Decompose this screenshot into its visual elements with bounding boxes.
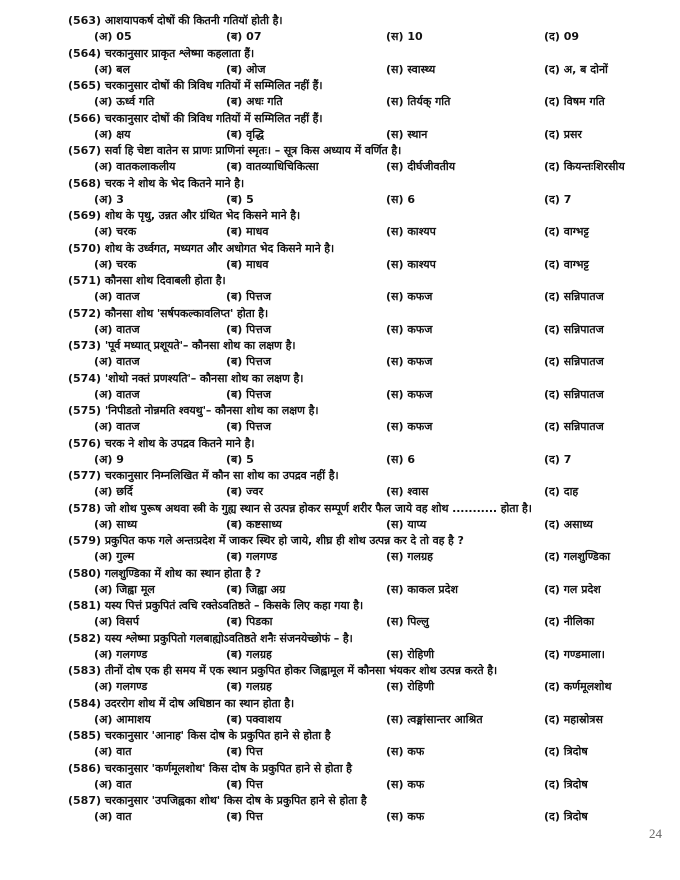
question-item <box>68 566 668 599</box>
options-row <box>68 257 668 273</box>
option-3: (स) कफज <box>386 355 433 368</box>
option-1: (अ) वातज <box>94 322 140 336</box>
option-3: (स) कफ <box>386 810 425 823</box>
question-line <box>68 338 668 354</box>
question-number: (573) <box>68 339 102 352</box>
option-3: (स) रोहिणी <box>386 680 435 693</box>
option-4: (द) त्रिदोष <box>544 777 588 791</box>
question-number: (578) <box>68 501 102 515</box>
option-4: (द) सन्निपातज <box>544 355 604 368</box>
option-2: (ब) जिह्वा अग्र <box>226 582 286 596</box>
options-row <box>68 647 668 663</box>
option-4: (द) कियन्तःशिरसीय <box>544 160 625 173</box>
question-text: 'शोथो नक्तं प्रणश्यति'– कौनसा शोथ का लक्षण है। <box>104 371 304 385</box>
question-text: चरकानुसार 'कर्णमूलशोथ' किस दोष के प्रकुपित हाने से होता है <box>104 761 352 775</box>
question-line <box>68 13 668 29</box>
option-3: (स) काकल प्रदेश <box>386 582 458 596</box>
option-2: (ब) 07 <box>226 30 262 43</box>
option-1: (अ) वातज <box>94 290 140 303</box>
question-item <box>68 468 668 501</box>
options-row <box>68 192 668 208</box>
question-item <box>68 78 668 111</box>
option-1: (अ) 05 <box>94 30 132 43</box>
option-1: (अ) वातज <box>94 387 140 401</box>
question-text: चरकानुसार 'उपजिह्वका शोथ' किस दोष के प्रकुपित हाने से होता है <box>104 794 367 807</box>
question-number: (574) <box>68 371 102 385</box>
question-line <box>68 143 668 159</box>
option-1: (अ) वातकलाकलीय <box>94 160 176 173</box>
question-item <box>68 46 668 79</box>
option-1: (अ) वातज <box>94 420 140 433</box>
option-1: (अ) 3 <box>94 192 124 206</box>
option-1: (अ) गलगण्ड <box>94 680 148 693</box>
options-row <box>68 809 668 825</box>
option-3: (स) 6 <box>386 192 415 206</box>
question-line <box>68 78 668 94</box>
question-number: (568) <box>68 176 102 190</box>
option-2: (ब) पक्वाशय <box>226 712 282 726</box>
question-item <box>68 403 668 436</box>
option-2: (ब) पित्त <box>226 745 263 758</box>
option-1: (अ) चरक <box>94 257 137 271</box>
question-number: (581) <box>68 599 102 612</box>
question-item <box>68 306 668 339</box>
option-4: (द) सन्निपातज <box>544 322 604 336</box>
question-item <box>68 761 668 794</box>
option-3: (स) 10 <box>386 30 423 43</box>
option-3: (स) कफ <box>386 777 425 791</box>
options-row <box>68 614 668 630</box>
question-line <box>68 468 668 484</box>
option-1: (अ) 9 <box>94 452 124 466</box>
option-1: (अ) वात <box>94 745 132 758</box>
option-2: (ब) 5 <box>226 192 254 206</box>
options-row <box>68 549 668 565</box>
option-4: (द) त्रिदोष <box>544 810 588 823</box>
option-2: (ब) गलगण्ड <box>226 550 278 563</box>
option-4: (द) अ, ब दोनों <box>544 62 608 76</box>
question-number: (565) <box>68 79 102 92</box>
question-line <box>68 631 668 647</box>
question-text: 'निपीडतो नोन्नमति श्वयथु'– कौनसा शोथ का लक्षण है। <box>104 404 319 417</box>
option-1: (अ) वात <box>94 810 132 823</box>
option-3: (स) श्वास <box>386 485 429 498</box>
option-3: (स) कफ <box>386 745 425 758</box>
question-item <box>68 143 668 176</box>
option-4: (द) 7 <box>544 452 572 466</box>
question-line <box>68 663 668 679</box>
question-item <box>68 631 668 664</box>
question-line <box>68 208 668 224</box>
option-2: (ब) गलग्रह <box>226 647 272 661</box>
question-line <box>68 46 668 62</box>
option-3: (स) काश्यप <box>386 257 436 271</box>
option-1: (अ) चरक <box>94 225 137 238</box>
option-1: (अ) आमाशय <box>94 712 151 726</box>
question-item <box>68 533 668 566</box>
options-row <box>68 744 668 760</box>
option-3: (स) कफज <box>386 290 433 303</box>
options-row <box>68 777 668 793</box>
question-line <box>68 696 668 712</box>
option-3: (स) 6 <box>386 452 415 466</box>
question-number: (571) <box>68 274 102 287</box>
question-text: कौनसा शोथ दिवाबली होता है। <box>104 274 226 287</box>
question-number: (580) <box>68 566 102 580</box>
question-text: यस्य श्लेष्मा प्रकुपितो गलबाह्योऽवतिष्ठते शनैः संजनयेच्छोफं – है। <box>104 631 353 645</box>
option-4: (द) गल प्रदेश <box>544 582 601 596</box>
option-2: (ब) पित्तज <box>226 290 272 303</box>
question-line <box>68 761 668 777</box>
option-4: (द) गण्डमाला। <box>544 647 605 661</box>
question-number: (563) <box>68 14 102 27</box>
question-line <box>68 566 668 582</box>
option-2: (ब) अधः गति <box>226 95 283 108</box>
question-item <box>68 13 668 46</box>
question-number: (569) <box>68 209 102 222</box>
option-1: (अ) विसर्प <box>94 615 139 628</box>
options-row <box>68 419 668 435</box>
question-text: उदररोग शोथ में दोष अधिष्ठान का स्थान होता है। <box>104 696 295 710</box>
question-item <box>68 338 668 371</box>
option-4: (द) नीलिका <box>544 615 595 628</box>
option-1: (अ) गलगण्ड <box>94 647 148 661</box>
options-row <box>68 224 668 240</box>
question-item <box>68 728 668 761</box>
question-text: चरकानुसार दोषों की त्रिविध गतियों में सम्मिलित नहीं हैं। <box>104 111 323 125</box>
question-line <box>68 306 668 322</box>
option-1: (अ) साध्य <box>94 517 138 531</box>
question-line <box>68 371 668 387</box>
question-text: प्रकुपित कफ गले अन्तःप्रदेश में जाकर स्थिर हो जाये, शीघ्र ही शोथ उत्पन्न कर दे तो वह है ? <box>104 534 464 547</box>
question-line <box>68 501 668 517</box>
question-item <box>68 663 668 696</box>
question-text: चरकानुसार दोषों की त्रिविध गतियों में सम्मिलित नहीं हैं। <box>104 79 323 92</box>
option-1: (अ) जिह्वा मूल <box>94 582 155 596</box>
option-3: (स) कफज <box>386 322 433 336</box>
question-line <box>68 598 668 614</box>
option-4: (द) सन्निपातज <box>544 290 604 303</box>
question-item <box>68 111 668 144</box>
question-number: (582) <box>68 631 102 645</box>
option-2: (ब) वृद्धि <box>226 127 264 141</box>
option-2: (ब) ओज <box>226 62 266 76</box>
question-list <box>68 13 668 826</box>
option-1: (अ) गुल्म <box>94 550 135 563</box>
option-4: (द) दाह <box>544 485 579 498</box>
question-number: (577) <box>68 469 102 482</box>
option-3: (स) त्वङ्मांसान्तर आश्रित <box>386 712 483 726</box>
option-3: (स) रोहिणी <box>386 647 435 661</box>
option-3: (स) स्वास्थ्य <box>386 62 436 76</box>
question-line <box>68 176 668 192</box>
option-4: (द) 09 <box>544 30 580 43</box>
question-item <box>68 208 668 241</box>
option-4: (द) वाग्भट्ट <box>544 225 589 238</box>
options-row <box>68 517 668 533</box>
options-row <box>68 452 668 468</box>
question-number: (579) <box>68 534 102 547</box>
question-line <box>68 533 668 549</box>
option-2: (ब) पित्तज <box>226 322 272 336</box>
page-number: 24 <box>649 826 662 841</box>
question-number: (587) <box>68 794 102 807</box>
option-2: (ब) पित्तज <box>226 387 272 401</box>
option-3: (स) गलग्रह <box>386 550 434 563</box>
option-4: (द) प्रसर <box>544 127 582 141</box>
option-1: (अ) छर्दि <box>94 485 133 498</box>
question-text: जो शोथ पुरूष अथवा स्त्री के गुह्य स्थान से उत्पन्न होकर सम्पूर्ण शरीर फैल जाये वह शोथ ........... होता है। <box>104 501 532 515</box>
question-text: यस्य पित्तं प्रकुपितं त्वचि रक्तेऽवतिष्ठते – किसके लिए कहा गया है। <box>104 599 364 612</box>
option-1: (अ) वातज <box>94 355 140 368</box>
question-number: (566) <box>68 111 102 125</box>
option-4: (द) महास्रोत्रस <box>544 712 603 726</box>
option-2: (ब) पिडका <box>226 615 273 628</box>
question-number: (576) <box>68 436 102 450</box>
question-text: चरक ने शोथ के भेद कितने माने है। <box>104 176 245 190</box>
option-2: (ब) पित्त <box>226 810 263 823</box>
option-2: (ब) ज्वर <box>226 485 264 498</box>
question-item <box>68 598 668 631</box>
option-1: (अ) वात <box>94 777 132 791</box>
question-number: (585) <box>68 729 102 742</box>
question-text: कौनसा शोथ 'सर्षपकल्कावलिप्त' होता है। <box>104 306 269 320</box>
question-item <box>68 176 668 209</box>
question-item <box>68 436 668 469</box>
option-4: (द) असाध्य <box>544 517 593 531</box>
question-line <box>68 403 668 419</box>
question-text: शोथ के उर्ध्वगत, मध्यगत और अधोगत भेद किसने माने है। <box>104 241 335 255</box>
option-2: (ब) 5 <box>226 452 254 466</box>
question-line <box>68 793 668 809</box>
options-row <box>68 159 668 175</box>
options-row <box>68 29 668 45</box>
options-row <box>68 582 668 598</box>
options-row <box>68 484 668 500</box>
option-2: (ब) पित्त <box>226 777 263 791</box>
option-4: (द) गलशुण्डिका <box>544 550 611 563</box>
options-row <box>68 94 668 110</box>
option-1: (अ) ऊर्ध्व गति <box>94 95 155 108</box>
question-number: (572) <box>68 306 102 320</box>
option-4: (द) सन्निपातज <box>544 387 604 401</box>
option-2: (ब) कष्टसाध्य <box>226 517 282 531</box>
options-row <box>68 322 668 338</box>
question-text: तीनों दोष एक ही समय में एक स्थान प्रकुपित होकर जिह्वामूल में कौनसा भंयकर शोथ उत्पन्न करते है। <box>104 664 498 677</box>
question-number: (564) <box>68 46 102 60</box>
option-3: (स) कफज <box>386 387 433 401</box>
question-line <box>68 436 668 452</box>
question-number: (584) <box>68 696 102 710</box>
question-text: आशयापकर्ष दोषों की कितनी गतियॉ होती है। <box>104 14 283 27</box>
question-text: चरकानुसार प्राकृत श्लेष्मा कहलाता हैं। <box>104 46 255 60</box>
question-item <box>68 371 668 404</box>
question-text: चरक ने शोथ के उपद्रव कितने माने है। <box>104 436 255 450</box>
option-3: (स) पिल्लु <box>386 615 429 628</box>
option-1: (अ) क्षय <box>94 127 131 141</box>
option-4: (द) विषम गति <box>544 95 605 108</box>
option-2: (ब) माधव <box>226 257 269 271</box>
question-text: गलशुण्डिका में शोथ का स्थान होता है ? <box>104 566 262 580</box>
option-4: (द) वाग्भट्ट <box>544 257 589 271</box>
options-row <box>68 354 668 370</box>
option-4: (द) सन्निपातज <box>544 420 604 433</box>
question-text: सर्वा हि चेष्टा वातेन स प्राणः प्राणिनां स्मृतः। – सूत्र किस अध्याय में वर्णित है। <box>104 144 402 157</box>
option-3: (स) स्थान <box>386 127 428 141</box>
question-text: 'पूर्व मध्यात् प्रशूयते'– कौनसा शोथ का लक्षण है। <box>104 339 296 352</box>
question-text: शोथ के पृथु, उन्नत और ग्रंथित भेद किसने माने है। <box>104 209 301 222</box>
question-item <box>68 696 668 729</box>
options-row <box>68 289 668 305</box>
question-number: (567) <box>68 144 102 157</box>
option-3: (स) तिर्यक् गति <box>386 95 451 108</box>
option-4: (द) 7 <box>544 192 572 206</box>
options-row <box>68 62 668 78</box>
option-2: (ब) पित्तज <box>226 355 272 368</box>
question-line <box>68 273 668 289</box>
option-3: (स) याप्य <box>386 517 427 531</box>
option-2: (ब) माधव <box>226 225 269 238</box>
option-2: (ब) गलग्रह <box>226 680 272 693</box>
option-1: (अ) बल <box>94 62 131 76</box>
question-text: चरकानुसार 'आनाह' किस दोष के प्रकुपित हाने से होता है <box>104 729 331 742</box>
option-3: (स) दीर्घजीवतीय <box>386 160 456 173</box>
question-number: (575) <box>68 404 102 417</box>
question-line <box>68 728 668 744</box>
option-3: (स) कफज <box>386 420 433 433</box>
option-4: (द) कर्णमूलशोथ <box>544 680 612 693</box>
question-line <box>68 111 668 127</box>
option-3: (स) काश्यप <box>386 225 436 238</box>
question-line <box>68 241 668 257</box>
question-item <box>68 241 668 274</box>
question-item <box>68 793 668 826</box>
option-4: (द) त्रिदोष <box>544 745 588 758</box>
question-item <box>68 501 668 534</box>
question-text: चरकानुसार निम्नलिखित में कौन सा शोथ का उपद्रव नहीं है। <box>104 469 339 482</box>
options-row <box>68 712 668 728</box>
option-2: (ब) पित्तज <box>226 420 272 433</box>
question-number: (570) <box>68 241 102 255</box>
option-2: (ब) वातव्याधिचिकित्सा <box>226 160 319 173</box>
question-item <box>68 273 668 306</box>
question-number: (586) <box>68 761 102 775</box>
question-number: (583) <box>68 664 102 677</box>
options-row <box>68 679 668 695</box>
options-row <box>68 127 668 143</box>
options-row <box>68 387 668 403</box>
